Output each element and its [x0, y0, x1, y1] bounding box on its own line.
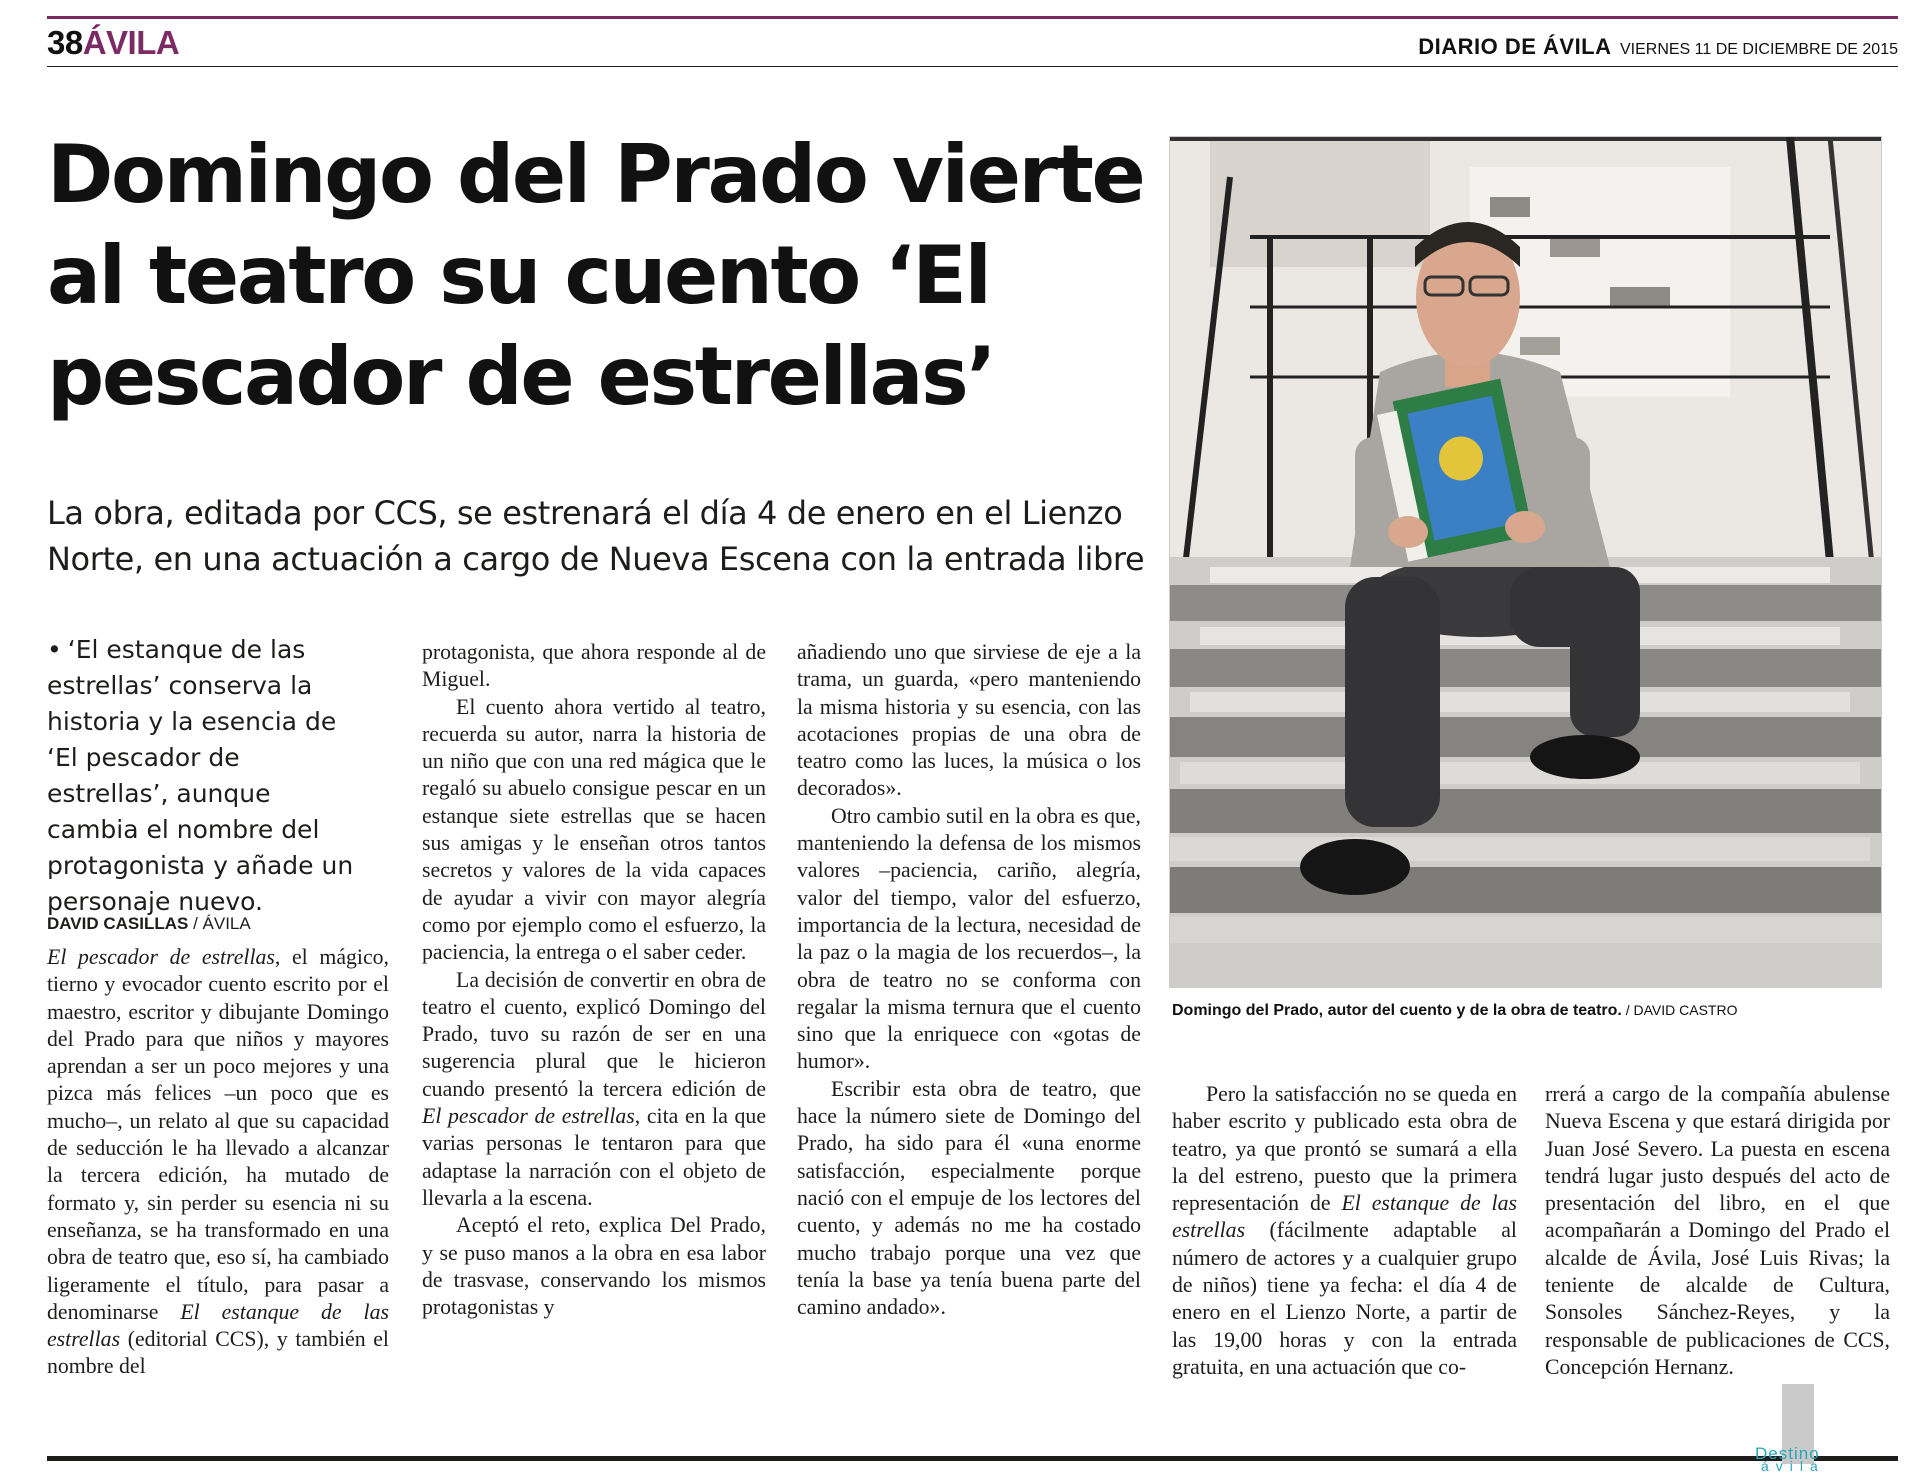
column-4-paragraph-1: [1172, 1081, 1517, 1381]
work-title-italic: El estanque de las estrellas: [1172, 1191, 1517, 1243]
issue-date: VIERNES 11 DE DICIEMBRE DE 2015: [1619, 41, 1898, 58]
work-title-italic: El pescador de estrellas: [422, 1104, 635, 1129]
column-2-paragraph-1: protagonista, que ahora responde al de Miguel.: [422, 640, 766, 692]
article-column-2: [422, 639, 766, 1321]
article-photo: [1169, 136, 1882, 988]
work-title-italic: El estanque de las estrellas: [47, 1299, 389, 1352]
summary-text: ‘El estanque de las estrellas’ conserva la historia y la esencia de ‘El pescador de estrellas’, aunque cambia el nombre del protagonista y añade un personaje nuevo.: [47, 635, 354, 916]
masthead: [1418, 34, 1898, 60]
section-name: ÁVILA: [82, 24, 180, 61]
photo-illustration: [1170, 137, 1881, 987]
paragraph-text: Pero la satisfacción no se queda en haber escrito y publicado esta obra de teatro, ya que prontó se sumará a ella la del estreno, puesto que la primera representación de: [1172, 1082, 1517, 1216]
page-number: [47, 24, 179, 62]
paragraph-text: La decisión de convertir en obra de teatro el cuento, explicó Domingo del Prado, tuvo su razón de ser en una sugerencia plural que le hicieron cuando presentó la tercera edición de: [422, 967, 766, 1101]
photo-credit: / DAVID CASTRO: [1621, 1002, 1738, 1018]
column-5-paragraph-1: rrerá a cargo de la compañía abulense Nueva Escena y que estará dirigida por Juan José Severo. La puesta en escena tendrá lugar justo después del acto de presentación del libro, en el que acompañarán a Domingo del Prado el alcalde de Ávila, José Luis Rivas; la teniente de alcalde de Cultura, Sonsoles Sánchez-Reyes, y la responsable de publicaciones de CCS, Concepción Hernanz.: [1545, 1082, 1890, 1379]
byline-location: / ÁVILA: [188, 914, 251, 933]
logo-text: Destino: [1755, 1444, 1820, 1463]
byline: [47, 914, 251, 934]
column-3-paragraph-2: Otro cambio sutil en la obra es que, manteniendo la defensa de los mismos valores –paciencia, cariño, alegría, valor del tiempo, valor del esfuerzo, importancia de la lectura, necesidad de la paz o la magia de los recuerdos–, la obra de teatro no se conforma con regalar la misma ternura que el cuento sino que la enriquece con «gotas de humor».: [797, 803, 1141, 1074]
paragraph-text: , el mágico, tierno y evocador cuento escrito por el maestro, escritor y dibujante Domingo del Prado para que niños y mayores aprendan a ser un poco mejores y una pizca más felices –un poco que es mucho–, un relato al que su capacidad de seducción le ha llevado a alcanzar la tercera edición, ha mutado de formato y, sin perder su esencia ni su enseñanza, se ha transformado en una obra de teatro que, eso sí, ha cambiado ligeramente el título, para pasar a denominarse: [47, 945, 389, 1324]
byline-author: DAVID CASILLAS: [47, 914, 189, 933]
article-column-4: [1172, 1081, 1517, 1381]
article-column-3: [797, 639, 1141, 1321]
article-title: Domingo del Prado vierte al teatro su cuento ‘El pescador de estrellas’: [47, 128, 1144, 423]
column-2-paragraph-2: El cuento ahora vertido al teatro, recuerda su autor, narra la historia de un niño que con una red mágica que le regaló su abuelo consigue pescar en un estanque siete estrellas que se hacen sus amigas y le enseñan otros tantos secretos y valores de la vida capaces de ayudar a vivir con mayor alegría como por ejemplo como el esfuerzo, la paciencia, la entrega o el saber ceder.: [422, 694, 766, 965]
column-3-paragraph-1: añadiendo uno que sirviese de eje a la trama, un guarda, «pero manteniendo la misma historia y su esencia, con las acotaciones propias de una obra de teatro como las luces, la música o los decorados».: [797, 640, 1141, 801]
article-subtitle: La obra, editada por CCS, se estrenará el día 4 de enero en el Lienzo Norte, en una actuación a cargo de Nueva Escena con la entrada libre: [47, 494, 1145, 578]
column-3-paragraph-3: Escribir esta obra de teatro, que hace la número siete de Domingo del Prado, ha sido para él «una enorme satisfacción, especialmente porque nació con el empuje de los lectores del cuento, y además no me ha costado mucho trabajo porque una vez que tenía la base ya tenía buena parte del camino andado».: [797, 1076, 1141, 1320]
destino-avila-logo: [1755, 1444, 1855, 1474]
newspaper-name: DIARIO DE ÁVILA: [1418, 34, 1612, 59]
top-rule: [47, 16, 1898, 19]
article-summary: [47, 632, 367, 920]
column-2-paragraph-4: Aceptó el reto, explica Del Prado, y se puso manos a la obra en esa labor de trasvase, conservando los mismos protagonistas y: [422, 1213, 766, 1320]
page-number-value: 38: [47, 24, 83, 61]
paragraph-text: (fácilmente adaptable al número de actores y a cualquier grupo de niños) tiene ya fecha: el día 4 de enero en el Lienzo Norte, a partir de las 19,00 horas y con la entrada gratuita, en una actuación que co-: [1172, 1218, 1517, 1379]
paragraph-text: , cita en la que varias personas le tentaron para que adaptase la narración con el objeto de llevarla a la escena.: [422, 1104, 766, 1210]
header-rule: [47, 66, 1898, 67]
work-title-italic: El pescador de estrellas: [47, 945, 275, 969]
paragraph-text: (editorial CCS), y también el nombre del: [47, 1327, 389, 1379]
column-2-paragraph-3: [422, 967, 766, 1213]
article-column-1: [47, 944, 389, 1381]
footer-rule: [47, 1456, 1898, 1461]
photo-caption: [1172, 1002, 1892, 1020]
column-1-paragraph: [47, 944, 389, 1381]
article-column-5: [1545, 1081, 1890, 1381]
bullet-icon: •: [47, 635, 62, 664]
caption-text: Domingo del Prado, autor del cuento y de la obra de teatro.: [1172, 1002, 1622, 1019]
logo-subtext: ávila: [1761, 1458, 1825, 1474]
